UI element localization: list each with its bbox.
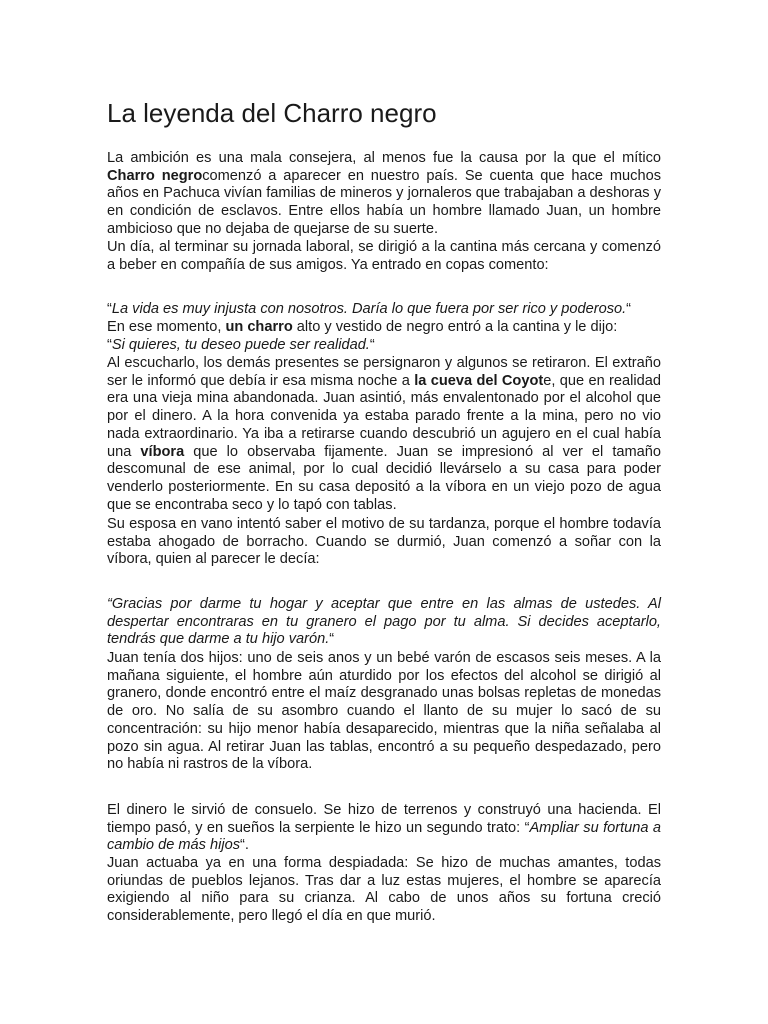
text-run: “ [107,301,112,317]
text-run: “. [240,837,249,854]
text-run: Juan actuaba ya en una forma despiadada: Se hizo de muchas amantes, todas oriundas de pueblos lejanos. Tras dar a luz estas mujeres, el hombre se aparecía exigiendo al niño para su crianza. Al cabo de unos años su fortuna creció considerablemente, pero llegó el día en que murió. [107,855,661,925]
paragraph-cueva [107,355,661,514]
italic-text: “Gracias por darme tu hogar y aceptar que entre en las almas de ustedes. Al despertar encontraras en tu granero el pago por tu alma. Si decides aceptarlo, tendrás que darme a tu hijo varón. [107,596,661,648]
quote-vibora [107,596,661,649]
quote-charro-offer [107,337,661,355]
italic-text: Si quieres, tu deseo puede ser realidad. [111,337,370,353]
text-run: “ [107,337,112,353]
text-run: comenzó a aparecer en nuestro país. Se cuenta que hace muchos años en Pachuca vivían familias de mineros y jornaleros que trabajaban a deshoras y en condición de esclavos. Entre ellos había un hombre llamado Juan, un hombre ambicioso que no dejaba de quejarse de su suerte. [107,167,661,237]
text-run: Juan tenía dos hijos: uno de seis anos y un bebé varón de escasos seis meses. A la mañana siguiente, el hombre aún aturdido por los efectos del alcohol se dirigió al granero, donde encontró entre el maíz desgranado unas bolsas repletas de monedas de oro. No salía de su asombro cuando el llanto de su mujer lo sacó de su concentración: su hijo menor había desaparecido, mientras que la niña señalaba al pozo sin agua. Al retirar Juan las tablas, encontró a su pequeño despedazado, pero no había ni rastros de la víbora. [107,650,661,773]
text-run: e, que en realidad era una vieja mina abandonada. Juan asintió, más envalentonado por el alcohol que por el dinero. A la hora convenida ya estaba parado frente a la mina, pero no vio nada extraordinario. Ya iba a retirarse cuando descubrió un agujero en el cual había una [107,372,661,460]
paragraph-dinero [107,802,661,855]
text-run: En ese momento, [107,319,226,335]
paragraph-hijos [107,650,661,774]
bold-text: víbora [140,443,185,460]
text-run: Al escucharlo, los demás presentes se persignaron y algunos se retiraron. El extraño ser le informó que debía ir esa misma noche a [107,355,661,389]
bold-text: la cueva del Coyot [414,372,544,389]
text-run: “ [626,301,632,317]
paragraph-charro-arrives [107,319,661,337]
paragraph-amantes [107,855,661,926]
bold-text: un charro [225,319,293,335]
italic-text: Ampliar su fortuna a cambio de más hijos [107,819,661,854]
text-run: “ [369,337,375,353]
text-run: que lo observaba fijamente. Juan se impresionó al ver el tamaño descomunal de ese animal, por lo cual decidió llevárselo a su casa para poder venderlo posteriormente. En su casa depositó a la víbora en un viejo pozo de agua que se encontraba seco y lo tapó con tablas. [107,443,661,513]
text-run: Su esposa en vano intentó saber el motivo de su tardanza, porque el hombre todavía estaba ahogado de borracho. Cuando se durmió, Juan comenzó a soñar con la víbora, quien al parecer le decía: [107,516,661,568]
paragraph-esposa [107,516,661,569]
paragraph-intro [107,150,661,239]
document-title: La leyenda del Charro negro [107,98,437,128]
bold-text: Charro negro [107,167,203,184]
paragraph-cantina [107,239,661,274]
text-run: “ [329,631,335,648]
text-run: La ambición es una mala consejera, al menos fue la causa por la que el mítico [107,150,661,166]
quote-juan-wish [107,301,661,319]
text-run: Un día, al terminar su jornada laboral, se dirigió a la cantina más cercana y comenzó a beber en compañía de sus amigos. Ya entrado en copas comento: [107,239,661,273]
italic-text: La vida es muy injusta con nosotros. Daría lo que fuera por ser rico y poderoso. [111,301,627,317]
text-run: El dinero le sirvió de consuelo. Se hizo de terrenos y construyó una hacienda. El tiempo pasó, y en sueños la serpiente le hizo un segundo trato: “ [107,802,661,836]
text-run: alto y vestido de negro entró a la cantina y le dijo: [292,319,618,335]
